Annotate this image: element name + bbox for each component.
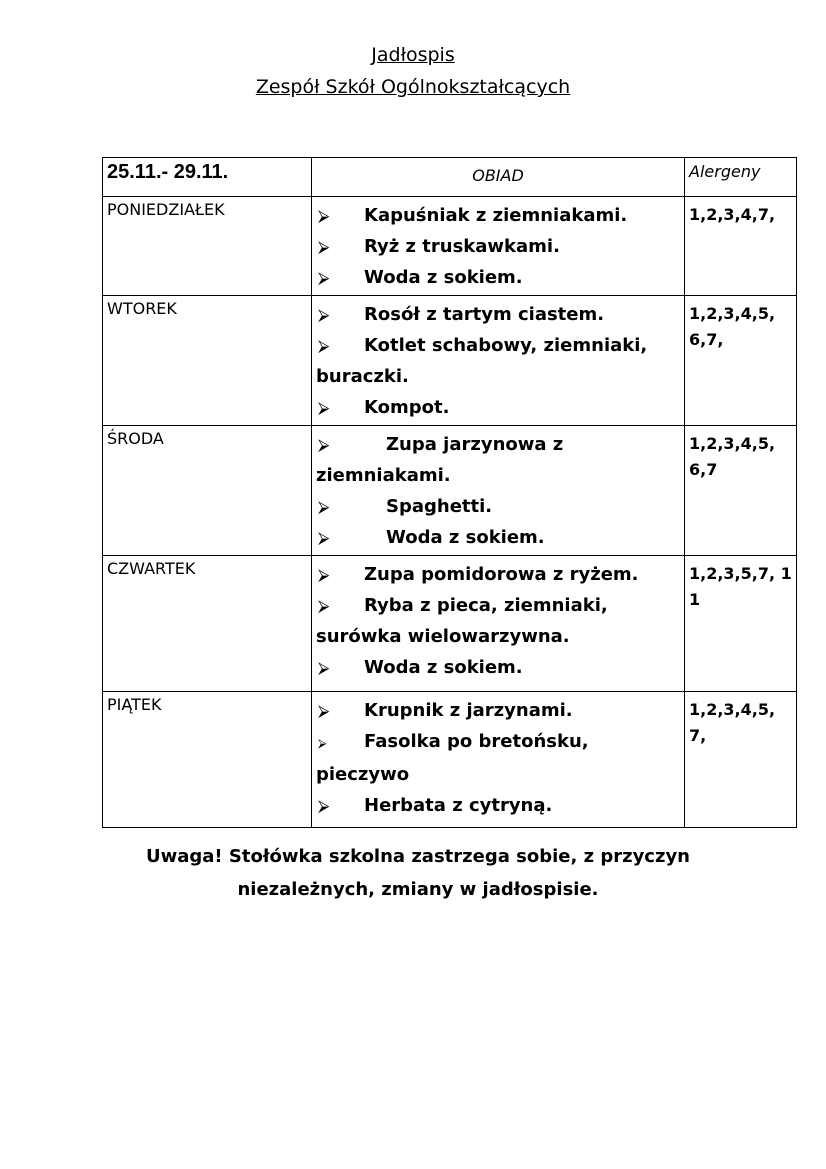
- dish-item: ⮚ Ryba z pieca, ziemniaki,: [316, 590, 680, 621]
- day-name: PIĄTEK: [103, 692, 312, 828]
- obiad-header: OBIAD: [312, 158, 685, 197]
- arrowhead-bullet-icon: ⮚: [318, 497, 330, 516]
- arrowhead-bullet-icon: ⮚: [318, 796, 330, 815]
- date-range: 25.11.- 29.11.: [103, 158, 312, 197]
- dish-item: ⮚ Zupa pomidorowa z ryżem.: [316, 559, 680, 590]
- dish-list: [312, 692, 685, 828]
- table-row: [103, 296, 797, 426]
- menu-table: [102, 157, 797, 828]
- arrowhead-bullet-icon: ⮚: [318, 658, 330, 677]
- dish-item: ⮚ Woda z sokiem.: [316, 262, 680, 293]
- arrowhead-bullet-icon: ⮚: [318, 736, 327, 750]
- dish-item: ⮚ Spaghetti.: [316, 491, 680, 522]
- notice-line-2: niezależnych, zmiany w jadłospisie.: [237, 879, 599, 900]
- dish-item: ⮚ Rosół z tartym ciastem.: [316, 299, 680, 330]
- dish-list: [312, 296, 685, 426]
- allergens-value: 1,2,3,4,7,: [685, 197, 797, 296]
- allergens-header: Alergeny: [685, 158, 797, 197]
- arrowhead-bullet-icon: ⮚: [318, 305, 330, 324]
- arrowhead-bullet-icon: ⮚: [318, 701, 330, 720]
- table-row: [103, 692, 797, 828]
- dish-item: ⮚ Kapuśniak z ziemniakami.: [316, 200, 680, 231]
- arrowhead-bullet-icon: ⮚: [318, 435, 330, 454]
- dish-item: ⮚ Ryż z truskawkami.: [316, 231, 680, 262]
- table-header-row: [103, 158, 797, 197]
- dish-item: ⮚ Herbata z cytryną.: [316, 790, 680, 821]
- table-row: [103, 197, 797, 296]
- dish-continuation: pieczywo: [316, 764, 410, 785]
- dish-list: [312, 556, 685, 692]
- dish-item: ⮚ Kotlet schabowy, ziemniaki,: [316, 330, 680, 361]
- dish-continuation: surówka wielowarzywna.: [316, 626, 570, 647]
- dish-list: [312, 426, 685, 556]
- arrowhead-bullet-icon: ⮚: [318, 565, 330, 584]
- arrowhead-bullet-icon: ⮚: [318, 528, 330, 547]
- day-name: WTOREK: [103, 296, 312, 426]
- school-name: Zespół Szkół Ogólnokształcących: [255, 76, 571, 98]
- dish-item: ⮚ Krupnik z jarzynami.: [316, 695, 680, 726]
- arrowhead-bullet-icon: ⮚: [318, 596, 330, 615]
- table-row: [103, 556, 797, 692]
- dish-continuation: ziemniakami.: [316, 465, 451, 486]
- dish-item: ⮚ Zupa jarzynowa z: [316, 429, 680, 460]
- allergens-value: 1,2,3,5,7, 11: [685, 556, 797, 692]
- table-row: [103, 426, 797, 556]
- dish-item: ⮚ Fasolka po bretońsku,: [316, 726, 680, 759]
- allergens-value: 1,2,3,4,5, 6,7,: [685, 296, 797, 426]
- day-name: ŚRODA: [103, 426, 312, 556]
- dish-item: ⮚ Kompot.: [316, 392, 680, 423]
- arrowhead-bullet-icon: ⮚: [318, 336, 330, 355]
- dish-list: [312, 197, 685, 296]
- day-name: PONIEDZIAŁEK: [103, 197, 312, 296]
- arrowhead-bullet-icon: ⮚: [318, 206, 330, 225]
- dish-item: ⮚ Woda z sokiem.: [316, 522, 680, 553]
- arrowhead-bullet-icon: ⮚: [318, 268, 330, 287]
- notice-line-1: Uwaga! Stołówka szkolna zastrzega sobie, z przyczyn: [146, 846, 690, 867]
- menu-title: Jadłospis: [371, 44, 455, 66]
- allergens-value: 1,2,3,4,5, 7,: [685, 692, 797, 828]
- dish-item: ⮚ Woda z sokiem.: [316, 652, 680, 683]
- arrowhead-bullet-icon: ⮚: [318, 398, 330, 417]
- arrowhead-bullet-icon: ⮚: [318, 237, 330, 256]
- dish-continuation: buraczki.: [316, 366, 409, 387]
- allergens-value: 1,2,3,4,5, 6,7: [685, 426, 797, 556]
- day-name: CZWARTEK: [103, 556, 312, 692]
- notice: [0, 840, 826, 906]
